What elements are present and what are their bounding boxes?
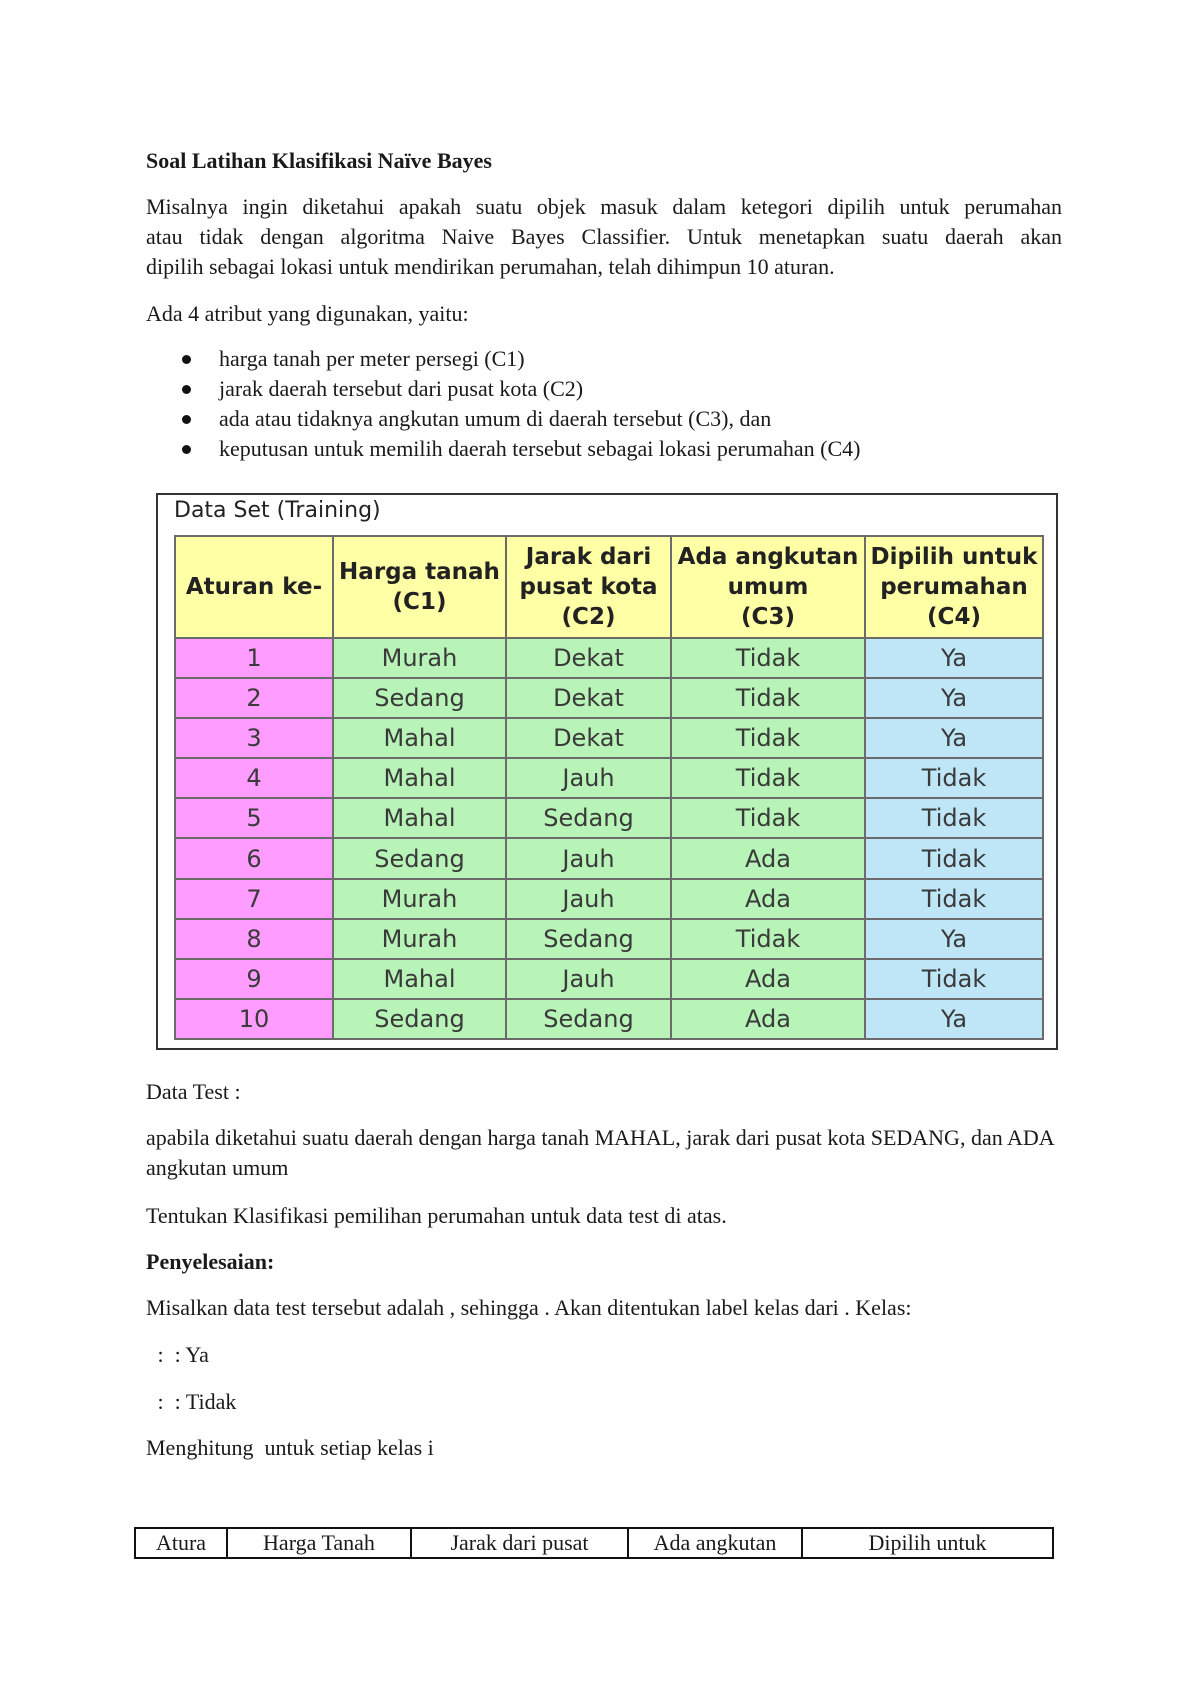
column-header-aturan: [175, 536, 333, 638]
table-cell: Sedang: [506, 798, 671, 838]
attributes-intro: Ada 4 atribut yang digunakan, yaitu:: [146, 301, 469, 326]
table-cell: Tidak: [671, 798, 865, 838]
header-line: Harga tanah: [339, 559, 500, 585]
table-cell: Murah: [333, 879, 506, 919]
table-cell: 10: [175, 999, 333, 1039]
table-cell: Mahal: [333, 758, 506, 798]
table-cell: Tidak: [865, 798, 1043, 838]
header-line: Ada angkutan: [677, 544, 859, 570]
table-cell: Tidak: [671, 718, 865, 758]
table-cell: Dekat: [506, 678, 671, 718]
table-cell: Ya: [865, 718, 1043, 758]
header-line: perumahan: [880, 574, 1028, 600]
list-item: [146, 344, 860, 374]
column-header-c1: [333, 536, 506, 638]
list-item: [146, 404, 860, 434]
table-row: [175, 718, 1043, 758]
header-line: (C3): [741, 604, 795, 630]
table-cell: Ya: [865, 999, 1043, 1039]
table-row: [175, 638, 1043, 678]
table-cell: 1: [175, 638, 333, 678]
intro-line: Misalnya ingin diketahui apakah suatu objek masuk dalam ketegori dipilih untuk perumahan: [146, 194, 1062, 219]
header-line: Dipilih untuk: [870, 544, 1038, 570]
probability-table: [134, 1527, 1054, 1559]
list-item: [146, 374, 860, 404]
bullet-icon: [182, 415, 191, 424]
table-cell: 6: [175, 838, 333, 878]
column-header-c4: [865, 536, 1043, 638]
table-cell: 8: [175, 919, 333, 959]
table-cell: Tidak: [865, 758, 1043, 798]
table-cell: Sedang: [506, 919, 671, 959]
table-cell: Ada: [671, 838, 865, 878]
task-statement: Tentukan Klasifikasi pemilihan perumahan untuk data test di atas.: [146, 1203, 727, 1228]
table-cell: Jauh: [506, 758, 671, 798]
table-cell: 3: [175, 718, 333, 758]
table-cell: Murah: [333, 919, 506, 959]
list-item-text: harga tanah per meter persegi (C1): [219, 346, 525, 371]
column-header-c3: [671, 536, 865, 638]
bullet-icon: [182, 445, 191, 454]
attribute-list: [146, 344, 860, 464]
dataset-figure: [156, 493, 1058, 1050]
list-item-text: jarak daerah tersebut dari pusat kota (C2): [219, 376, 584, 401]
table-cell: Jarak dari pusat: [411, 1528, 628, 1558]
table-cell: 5: [175, 798, 333, 838]
list-item-text: ada atau tidaknya angkutan umum di daerah tersebut (C3), dan: [219, 406, 772, 431]
bullet-icon: [182, 355, 191, 364]
table-row: [175, 678, 1043, 718]
compute-text: Menghitung untuk setiap kelas i: [146, 1435, 434, 1460]
table-cell: Ya: [865, 638, 1043, 678]
header-line: pusat kota: [519, 574, 658, 600]
table-row: [175, 798, 1043, 838]
table-cell: Sedang: [333, 838, 506, 878]
table-cell: Tidak: [671, 758, 865, 798]
table-cell: Tidak: [865, 838, 1043, 878]
table-cell: Jauh: [506, 879, 671, 919]
intro-line: dipilih sebagai lokasi untuk mendirikan perumahan, telah dihimpun 10 aturan.: [146, 254, 835, 279]
header-line: Aturan ke-: [185, 574, 323, 600]
table-cell: Tidak: [671, 678, 865, 718]
table-row: [175, 879, 1043, 919]
intro-paragraph: [146, 192, 1062, 282]
header-line: (C2): [561, 604, 616, 630]
table-cell: Tidak: [865, 879, 1043, 919]
data-test-label: Data Test :: [146, 1079, 241, 1104]
table-row: [175, 758, 1043, 798]
intro-line: atau tidak dengan algoritma Naive Bayes Classifier. Untuk menetapkan suatu daerah akan: [146, 224, 1062, 249]
table-cell: 9: [175, 959, 333, 999]
table-cell: Ada: [671, 999, 865, 1039]
table-cell: Tidak: [671, 919, 865, 959]
table-cell: Ya: [865, 919, 1043, 959]
table-cell: Tidak: [671, 638, 865, 678]
table-cell: Atura: [135, 1528, 227, 1558]
table-cell: Ada angkutan: [628, 1528, 802, 1558]
header-line: (C4): [927, 604, 981, 630]
dataset-table-body: [175, 638, 1043, 1039]
solution-text: Misalkan data test tersebut adalah , sehingga . Akan ditentukan label kelas dari . Kelas:: [146, 1295, 912, 1320]
table-row: [175, 999, 1043, 1039]
table-row: [175, 959, 1043, 999]
table-cell: 4: [175, 758, 333, 798]
header-line: Jarak dari: [525, 544, 652, 570]
header-line: umum: [727, 574, 809, 600]
table-cell: 2: [175, 678, 333, 718]
table-header-row: [135, 1528, 1053, 1558]
dataset-table: [174, 535, 1044, 1040]
table-cell: Mahal: [333, 718, 506, 758]
table-cell: Sedang: [333, 999, 506, 1039]
table-cell: Harga Tanah: [227, 1528, 411, 1558]
header-line: (C1): [392, 589, 447, 615]
table-cell: Dipilih untuk: [802, 1528, 1053, 1558]
class-ya: : : Ya: [152, 1342, 209, 1367]
dataset-caption: Data Set (Training): [174, 498, 381, 523]
table-cell: Ada: [671, 879, 865, 919]
document-title: Soal Latihan Klasifikasi Naïve Bayes: [146, 148, 492, 173]
table-cell: Sedang: [333, 678, 506, 718]
class-tidak: : : Tidak: [152, 1389, 237, 1414]
bullet-icon: [182, 385, 191, 394]
table-cell: Dekat: [506, 718, 671, 758]
table-cell: Mahal: [333, 798, 506, 838]
table-row: [175, 838, 1043, 878]
table-cell: 7: [175, 879, 333, 919]
table-row: [175, 919, 1043, 959]
table-cell: Tidak: [865, 959, 1043, 999]
data-test-description: apabila diketahui suatu daerah dengan harga tanah MAHAL, jarak dari pusat kota SEDANG, dan ADA angkutan umum: [146, 1125, 1054, 1180]
table-cell: Jauh: [506, 959, 671, 999]
list-item: [146, 434, 860, 464]
table-cell: Mahal: [333, 959, 506, 999]
table-cell: Ada: [671, 959, 865, 999]
table-cell: Ya: [865, 678, 1043, 718]
table-cell: Murah: [333, 638, 506, 678]
solution-heading: Penyelesaian:: [146, 1249, 275, 1274]
table-cell: Jauh: [506, 838, 671, 878]
list-item-text: keputusan untuk memilih daerah tersebut sebagai lokasi perumahan (C4): [219, 436, 861, 461]
table-cell: Sedang: [506, 999, 671, 1039]
column-header-c2: [506, 536, 671, 638]
table-header-row: [175, 536, 1043, 638]
table-cell: Dekat: [506, 638, 671, 678]
